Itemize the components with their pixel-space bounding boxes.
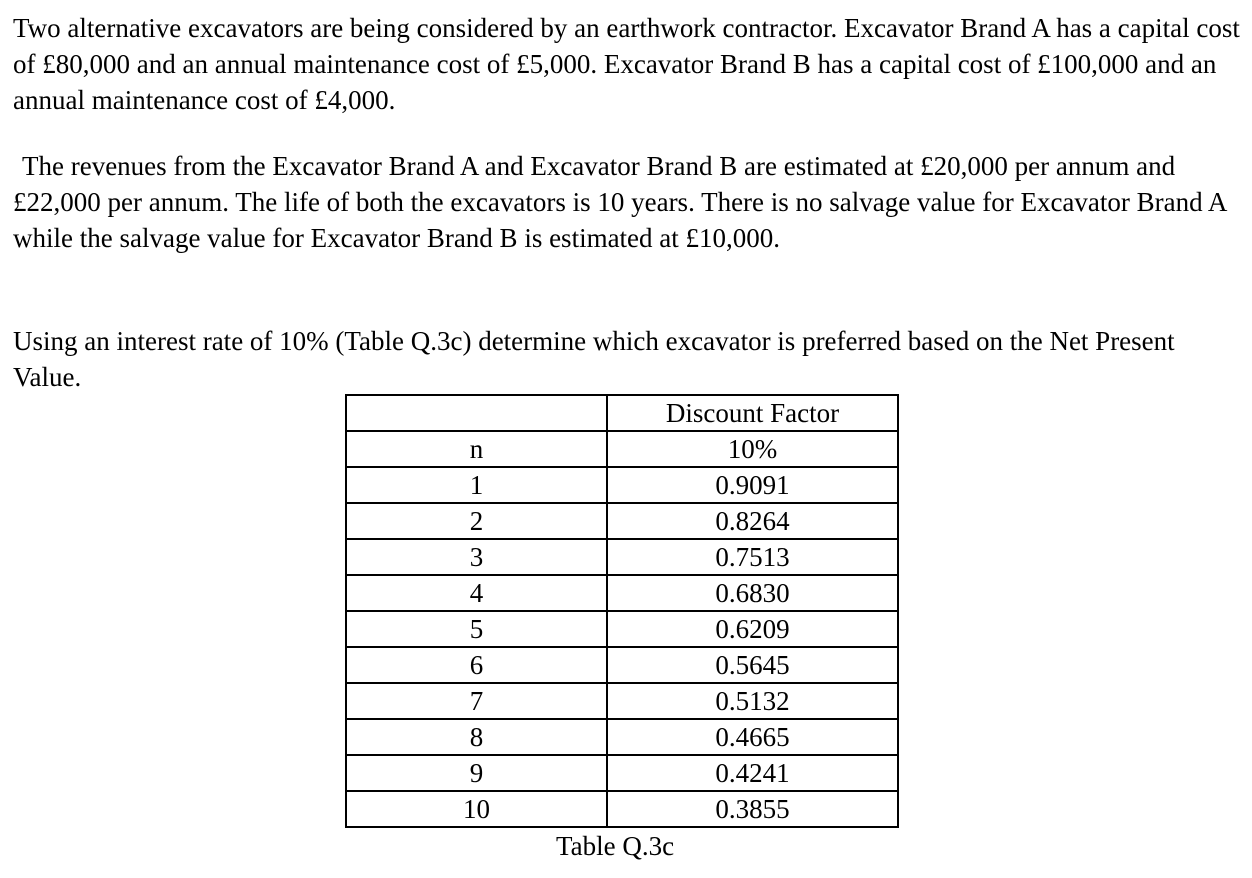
header-cell-blank	[346, 395, 607, 431]
table-cell-n: 10	[346, 791, 607, 827]
table-row	[346, 755, 898, 791]
table-cell-factor: 0.9091	[607, 467, 898, 503]
table-subheader-row	[346, 431, 898, 467]
table-cell-n: 8	[346, 719, 607, 755]
table-cell-n: 6	[346, 647, 607, 683]
table-cell-n: 1	[346, 467, 607, 503]
table-caption: Table Q.3c	[556, 831, 675, 861]
header-cell-discount-factor: Discount Factor	[607, 395, 898, 431]
table-cell-n: 5	[346, 611, 607, 647]
table-row	[346, 539, 898, 575]
table-row	[346, 503, 898, 539]
paragraph-question-npv: Using an interest rate of 10% (Table Q.3c) determine which excavator is preferred based on the Net Present Value.	[13, 326, 1175, 392]
table-cell-factor: 0.6830	[607, 575, 898, 611]
table-cell-n: 7	[346, 683, 607, 719]
table-row	[346, 467, 898, 503]
paragraph-excavator-costs: Two alternative excavators are being considered by an earthwork contractor. Excavator Brand A has a capital cost of £80,000 and an annual maintenance cost of £5,000. Excavator Brand B has a capital cost of £100,000 and an annual maintenance cost of £4,000.	[13, 13, 1240, 115]
table-cell-n: 2	[346, 503, 607, 539]
table-cell-factor: 0.5132	[607, 683, 898, 719]
table-cell-factor: 0.8264	[607, 503, 898, 539]
table-cell-factor: 0.3855	[607, 791, 898, 827]
table-row	[346, 647, 898, 683]
table-row	[346, 719, 898, 755]
table-cell-factor: 0.7513	[607, 539, 898, 575]
table-cell-n: 9	[346, 755, 607, 791]
table-row	[346, 575, 898, 611]
table-cell-factor: 0.4665	[607, 719, 898, 755]
table-cell-factor: 0.6209	[607, 611, 898, 647]
table-row	[346, 611, 898, 647]
table-row	[346, 683, 898, 719]
table-cell-factor: 0.5645	[607, 647, 898, 683]
table-header-row	[346, 395, 898, 431]
header-cell-n: n	[346, 431, 607, 467]
table-cell-factor: 0.4241	[607, 755, 898, 791]
table-cell-n: 4	[346, 575, 607, 611]
discount-factor-table	[345, 394, 899, 828]
header-cell-rate: 10%	[607, 431, 898, 467]
paragraph-revenues-life-salvage: The revenues from the Excavator Brand A and Excavator Brand B are estimated at £20,000 per annum and £22,000 per annum. The life of both the excavators is 10 years. There is no salvage value for Excavator Brand A while the salvage value for Excavator Brand B is estimated at £10,000.	[13, 151, 1226, 253]
table-row	[346, 791, 898, 827]
table-cell-n: 3	[346, 539, 607, 575]
